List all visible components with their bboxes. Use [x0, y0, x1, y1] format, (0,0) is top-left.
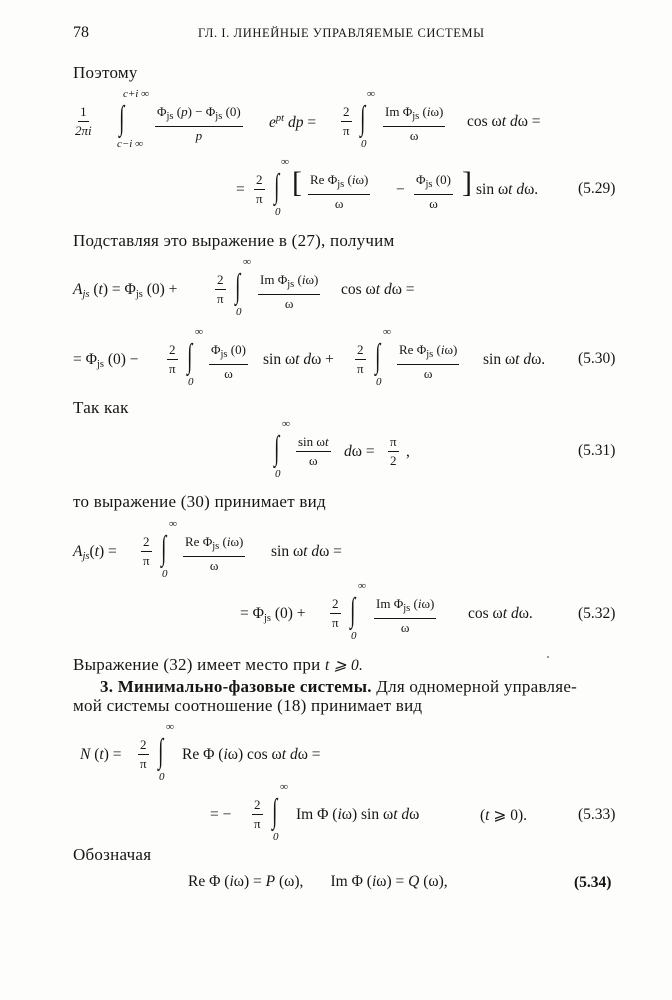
section-text-line1: Для одномерной управляе- [376, 677, 578, 696]
running-head: ГЛ. I. ЛИНЕЙНЫЕ УПРАВЛЯЕМЫЕ СИСТЕМЫ [198, 26, 485, 40]
equation-number-5-29: (5.29) [578, 180, 616, 197]
section-title: 3. Минимально-фазовые системы. [100, 677, 372, 696]
print-speck [547, 656, 549, 658]
paragraph-denoting: Обозначая [73, 845, 152, 864]
paragraph-expression-holds [73, 655, 363, 675]
expression-holds-text: Выражение (32) имеет место при [73, 655, 321, 674]
equation-number-5-34: (5.34) [574, 874, 612, 891]
paragraph-therefore: Поэтому [73, 63, 138, 82]
equation-number-5-32: (5.32) [578, 605, 616, 622]
paragraph-substituting: Подставляя это выражение в (27), получим [73, 231, 395, 250]
equation-5-34: Re Φ (iω) = P (ω), Im Φ (iω) = Q (ω), [188, 873, 448, 890]
paragraph-since: Так как [73, 398, 129, 417]
equation-number-5-31: (5.31) [578, 442, 616, 459]
section-paragraph-line1 [100, 677, 577, 697]
expression-holds-condition: t ⩾ 0. [324, 657, 364, 674]
paragraph-then: то выражение (30) принимает вид [73, 492, 326, 511]
equation-number-5-30: (5.30) [578, 350, 616, 367]
section-text-line2: мой системы соотношение (18) принимает вид [73, 696, 423, 715]
page-number: 78 [73, 24, 89, 41]
equation-number-5-33: (5.33) [578, 806, 616, 823]
